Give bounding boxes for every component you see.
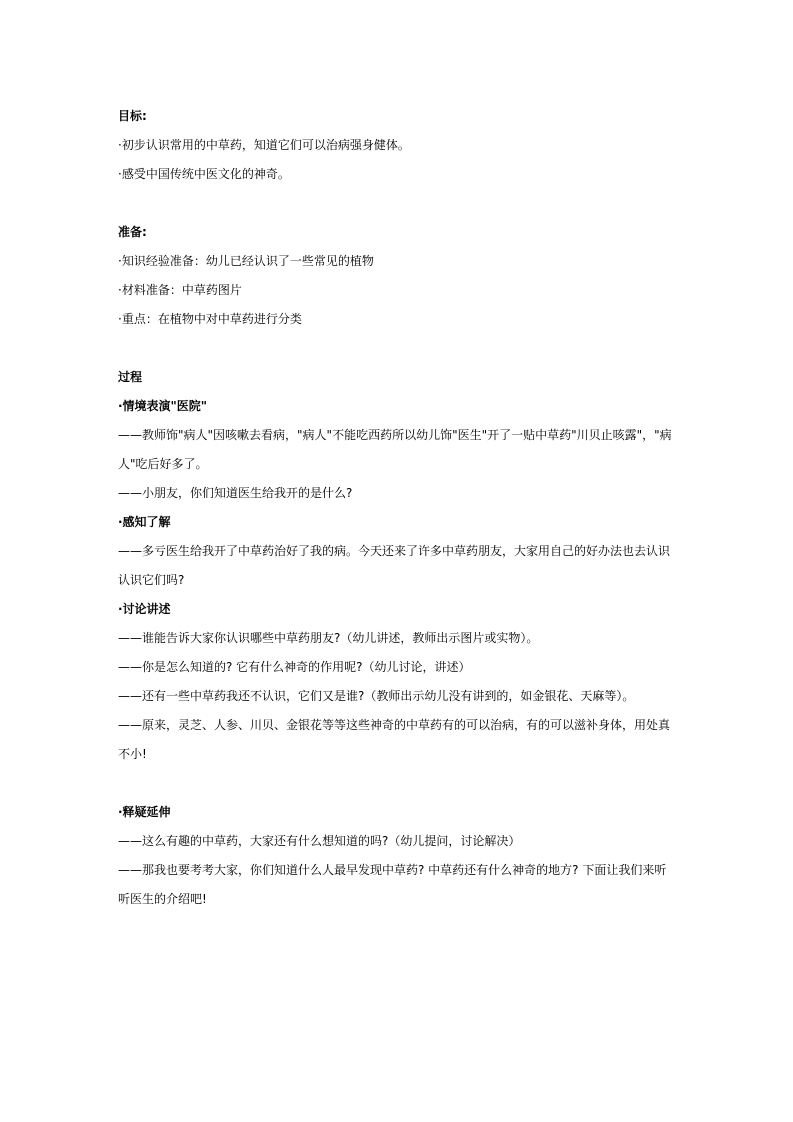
prep-item: ·材料准备：中草药图片 (118, 283, 242, 297)
paragraph-line: 人"吃后好多了。 (118, 457, 208, 471)
paragraph-line: ——这么有趣的中草药，大家还有什么想知道的吗?（幼儿提问，讨论解决） (118, 834, 521, 848)
prep-item: ·重点：在植物中对中草药进行分类 (118, 312, 302, 326)
prep-heading: 准备: (118, 225, 147, 239)
paragraph-line: ——多亏医生给我开了中草药治好了我的病。今天还来了许多中草药朋友，大家用自己的好办法也去认识 (118, 544, 671, 558)
section-title-discussion: ·讨论讲述 (118, 602, 171, 616)
paragraph-line: ——原来，灵芝、人参、川贝、金银花等等这些神奇的中草药有的可以治病，有的可以滋补身体，用处真 (118, 718, 671, 732)
section-title-situation: ·情境表演"医院" (118, 399, 208, 413)
goal-item: ·感受中国传统中医文化的神奇。 (118, 167, 290, 181)
prep-item: ·知识经验准备：幼儿已经认识了一些常见的植物 (118, 254, 374, 268)
document-body (118, 102, 678, 914)
paragraph-line: ——那我也要考考大家，你们知道什么人最早发现中草药? 中草药还有什么神奇的地方? 下面让我们来听 (118, 863, 667, 877)
section-title-extension: ·释疑延伸 (118, 805, 171, 819)
paragraph-line: 认识它们吗? (118, 573, 185, 587)
paragraph-line: ——小朋友，你们知道医生给我开的是什么? (118, 486, 353, 500)
goals-heading: 目标: (118, 109, 147, 123)
paragraph-line: 不小! (118, 747, 147, 761)
paragraph-line: ——还有一些中草药我还不认识，它们又是谁?（教师出示幼儿没有讲到的，如金银花、天麻等）。 (118, 689, 635, 703)
goal-item: ·初步认识常用的中草药，知道它们可以治病强身健体。 (118, 138, 410, 152)
paragraph-line: ——谁能告诉大家你认识哪些中草药朋友?（幼儿讲述，教师出示图片或实物）。 (118, 631, 539, 645)
spacer (118, 189, 678, 218)
spacer (118, 334, 678, 363)
spacer (118, 769, 678, 798)
paragraph-line: 听医生的介绍吧! (118, 892, 207, 906)
process-heading: 过程 (118, 370, 143, 384)
paragraph-line: ——教师饰"病人"因咳嗽去看病，"病人"不能吃西药所以幼儿饰"医生"开了一贴中草药"川贝止咳露"，"病 (118, 428, 672, 442)
section-title-perception: ·感知了解 (118, 515, 171, 529)
paragraph-line: ——你是怎么知道的? 它有什么神奇的作用呢?（幼儿讨论，讲述） (118, 660, 471, 674)
